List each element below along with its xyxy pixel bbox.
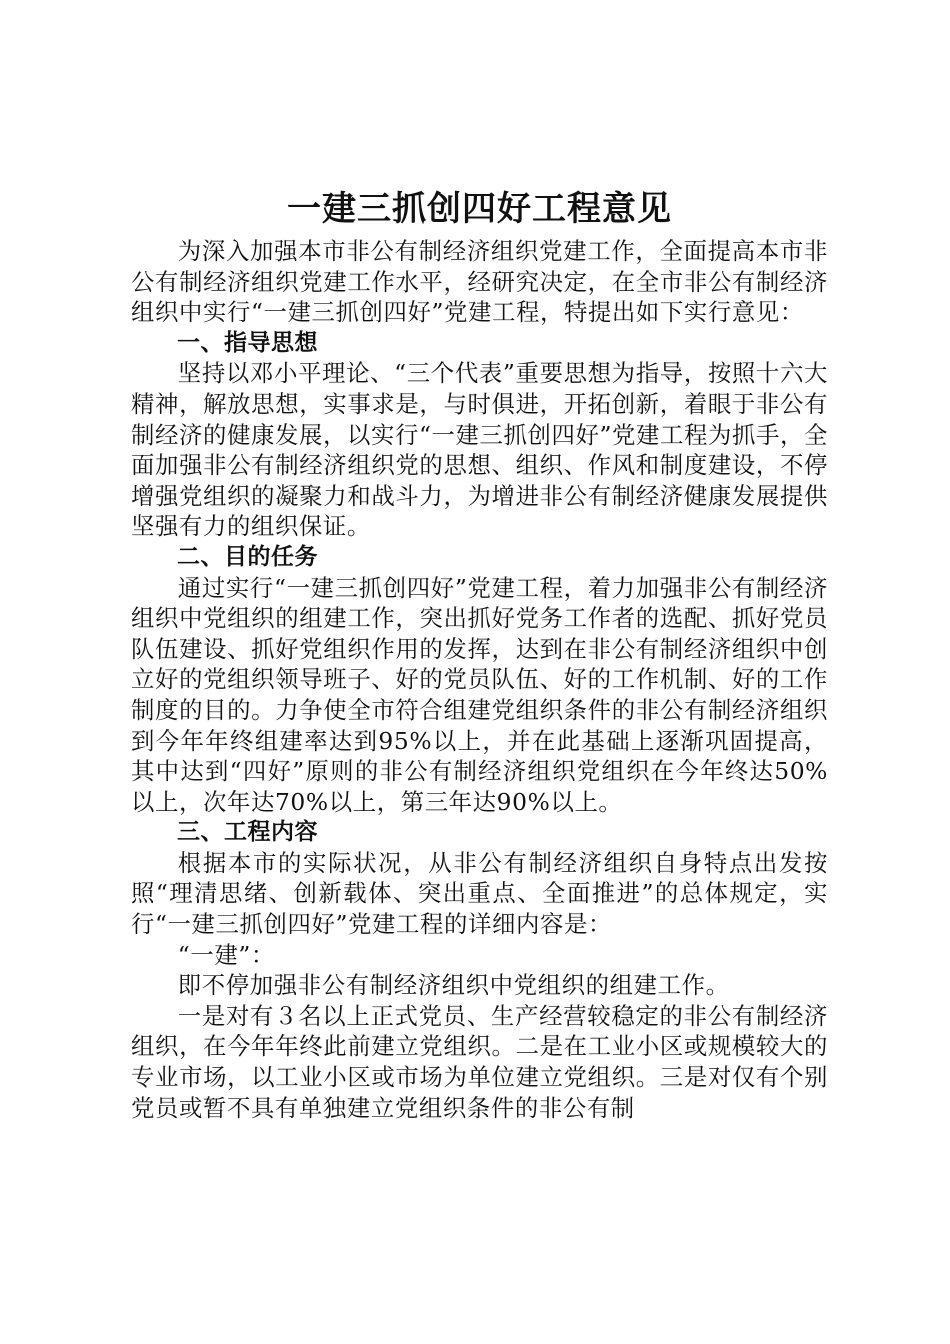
section-paragraph: “一建”： [177,940,275,969]
section-paragraph: 坚持以邓小平理论、“三个代表”重要思想为指导，按照十六大精神，解放思想，实事求是，与时俱进，开拓创新，着眼于非公有制经济的健康发展，以实行“一建三抓创四好”党建工程为抓手，全面加强非公有制经济组织党的思想、组织、作风和制度建设，不停增强党组织的凝聚力和战斗力，为增进非公有制经济健康发展提供坚强有力的组织保证。 [131,359,828,541]
section-paragraph: 即不停加强非公有制经济组织中党组织的组建工作。 [177,971,730,1000]
section-paragraph: 根据本市的实际状况，从非公有制经济组织自身特点出发按照“理清思绪、创新载体、突出重点、全面推进”的总体规定，实行“一建三抓创四好”党建工程的详细内容是： [131,848,828,939]
document-body [131,236,828,1123]
section-heading-guiding-ideology: 一、指导思想 [177,329,318,356]
document-title: 一建三抓创四好工程意见 [287,189,672,229]
section-heading-goals-tasks: 二、目的任务 [177,543,318,570]
section-heading-project-content: 三、工程内容 [177,819,318,846]
intro-paragraph: 为深入加强本市非公有制经济组织党建工作，全面提高本市非公有制经济组织党建工作水平，经研究决定，在全市非公有制经济组织中实行“一建三抓创四好”党建工程，特提出如下实行意见： [131,237,828,327]
document-page [131,186,828,1123]
section-paragraph: 通过实行“一建三抓创四好”党建工程，着力加强非公有制经济组织中党组织的组建工作，突出抓好党务工作者的选配、抓好党员队伍建设、抓好党组织作用的发挥，达到在非公有制经济组织中创立好的党组织领导班子、好的党员队伍、好的工作机制、好的工作制度的目的。力争使全市符合组建党组织条件的非公有制经济组织到今年年终组建率达到95%以上，并在此基础上逐渐巩固提高，其中达到“四好”原则的非公有制经济组织党组织在今年终达50%以上，次年达70%以上，第三年达90%以上。 [131,573,828,816]
section-paragraph: 一是对有３名以上正式党员、生产经营较稳定的非公有制经济组织，在今年年终此前建立党组织。二是在工业小区或规模较大的专业市场，以工业小区或市场为单位建立党组织。三是对仅有个别党员或暂不具有单独建立党组织条件的非公有制 [131,1001,828,1122]
